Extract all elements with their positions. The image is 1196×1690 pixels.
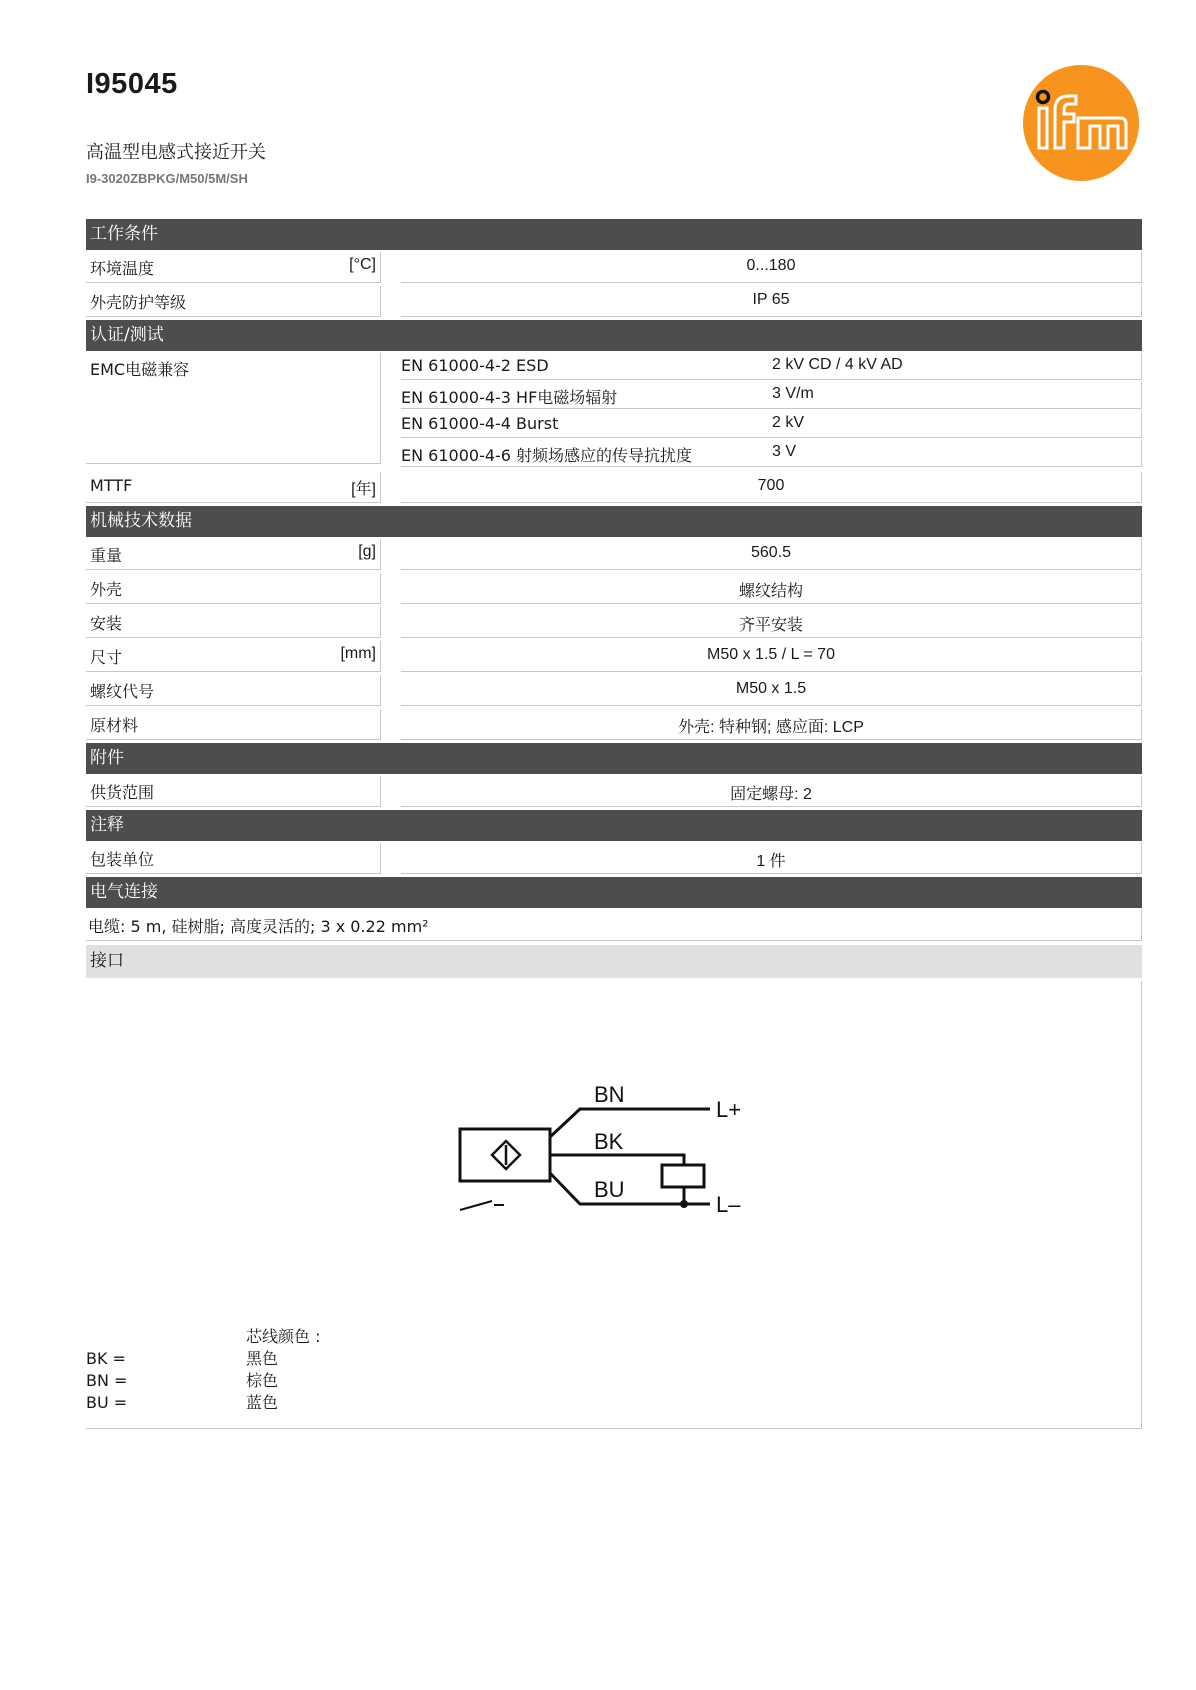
interface-heading: 接口 [86, 945, 1142, 978]
emc-value: 3 V/m [768, 382, 1142, 409]
row-value: 外壳: 特种钢; 感应面: LCP [401, 709, 1142, 740]
row-unit: [g] [358, 543, 376, 560]
row-dimensions [86, 641, 1142, 672]
row-label: 供货范围 [90, 783, 155, 802]
legend-color: 蓝色 [246, 1393, 279, 1412]
section-accessories: 附件 [86, 743, 1142, 774]
row-scope-of-supply [86, 776, 1142, 807]
emc-standard: EN 61000-4-4 Burst [401, 411, 768, 438]
product-description: 高温型电感式接近开关 [86, 142, 266, 163]
row-housing [86, 573, 1142, 604]
emc-row [401, 382, 1142, 409]
ifm-logo [1022, 64, 1140, 182]
row-value: 700 [401, 472, 1142, 503]
row-value: 固定螺母: 2 [401, 776, 1142, 807]
row-value: IP 65 [401, 286, 1142, 317]
junction-dot [680, 1200, 688, 1208]
emc-row [401, 353, 1142, 380]
row-emc [86, 353, 1142, 469]
row-value: 560.5 [401, 539, 1142, 570]
emc-standard: EN 61000-4-2 ESD [401, 353, 768, 380]
row-value: 1 件 [401, 843, 1142, 874]
section-remarks: 注释 [86, 810, 1142, 841]
legend-code: BN = [86, 1371, 128, 1390]
emc-row [401, 440, 1142, 467]
row-label: 外壳防护等级 [90, 293, 187, 312]
legend-code: BK = [86, 1349, 126, 1368]
datasheet [86, 219, 1142, 1429]
legend-code: BU = [86, 1393, 128, 1412]
label-l-plus: L+ [716, 1097, 742, 1122]
load-symbol [662, 1165, 704, 1187]
row-value: M50 x 1.5 / L = 70 [401, 641, 1142, 672]
row-label: 环境温度 [90, 259, 155, 278]
section-mechanical: 机械技术数据 [86, 506, 1142, 537]
label-bu: BU [594, 1177, 625, 1202]
row-thread [86, 675, 1142, 706]
row-packaging-unit [86, 843, 1142, 874]
label-bk: BK [594, 1129, 624, 1154]
row-materials [86, 709, 1142, 740]
row-label: 包装单位 [90, 850, 155, 869]
row-value: 0...180 [401, 252, 1142, 283]
section-electrical: 电气连接 [86, 877, 1142, 908]
wiring-diagram [458, 1071, 818, 1231]
row-mounting [86, 607, 1142, 638]
row-label: EMC电磁兼容 [90, 360, 190, 379]
row-unit: [年] [351, 481, 376, 498]
emc-row [401, 411, 1142, 438]
row-label: 原材料 [90, 716, 139, 735]
label-l-minus: L– [716, 1192, 741, 1217]
section-approvals: 认证/测试 [86, 320, 1142, 351]
row-unit: [mm] [340, 645, 376, 662]
row-label: 安装 [90, 614, 123, 633]
row-protection-rating [86, 286, 1142, 317]
row-label: 外壳 [90, 580, 123, 599]
row-label: 尺寸 [90, 648, 123, 667]
row-value: 螺纹结构 [401, 573, 1142, 604]
wire-bn [550, 1109, 710, 1137]
emc-value: 2 kV CD / 4 kV AD [768, 353, 1142, 380]
row-ambient-temperature [86, 252, 1142, 283]
row-label: 重量 [90, 546, 123, 565]
legend-color: 黑色 [246, 1349, 279, 1368]
row-label: MTTF [90, 476, 133, 495]
article-designation: I9-3020ZBPKG/M50/5M/SH [86, 171, 248, 186]
legend-header: 芯线颜色 : [246, 1327, 321, 1346]
emc-standard: EN 61000-4-6 射频场感应的传导抗扰度 [401, 440, 768, 467]
cable-spec: 电缆: 5 m, 硅树脂; 高度灵活的; 3 x 0.22 mm² [86, 910, 1142, 941]
row-value: 齐平安装 [401, 607, 1142, 638]
row-weight [86, 539, 1142, 570]
product-code: I95045 [86, 68, 178, 100]
emc-value: 3 V [768, 440, 1142, 467]
legend-color: 棕色 [246, 1371, 279, 1390]
emc-standard: EN 61000-4-3 HF电磁场辐射 [401, 382, 768, 409]
row-label: 螺纹代号 [90, 682, 155, 701]
row-value: M50 x 1.5 [401, 675, 1142, 706]
emc-value: 2 kV [768, 411, 1142, 438]
label-bn: BN [594, 1082, 625, 1107]
wiring-diagram-panel [86, 981, 1142, 1429]
switch-symbol [460, 1201, 492, 1210]
row-mttf [86, 472, 1142, 503]
row-unit: [°C] [349, 256, 376, 273]
section-operating-conditions: 工作条件 [86, 219, 1142, 250]
